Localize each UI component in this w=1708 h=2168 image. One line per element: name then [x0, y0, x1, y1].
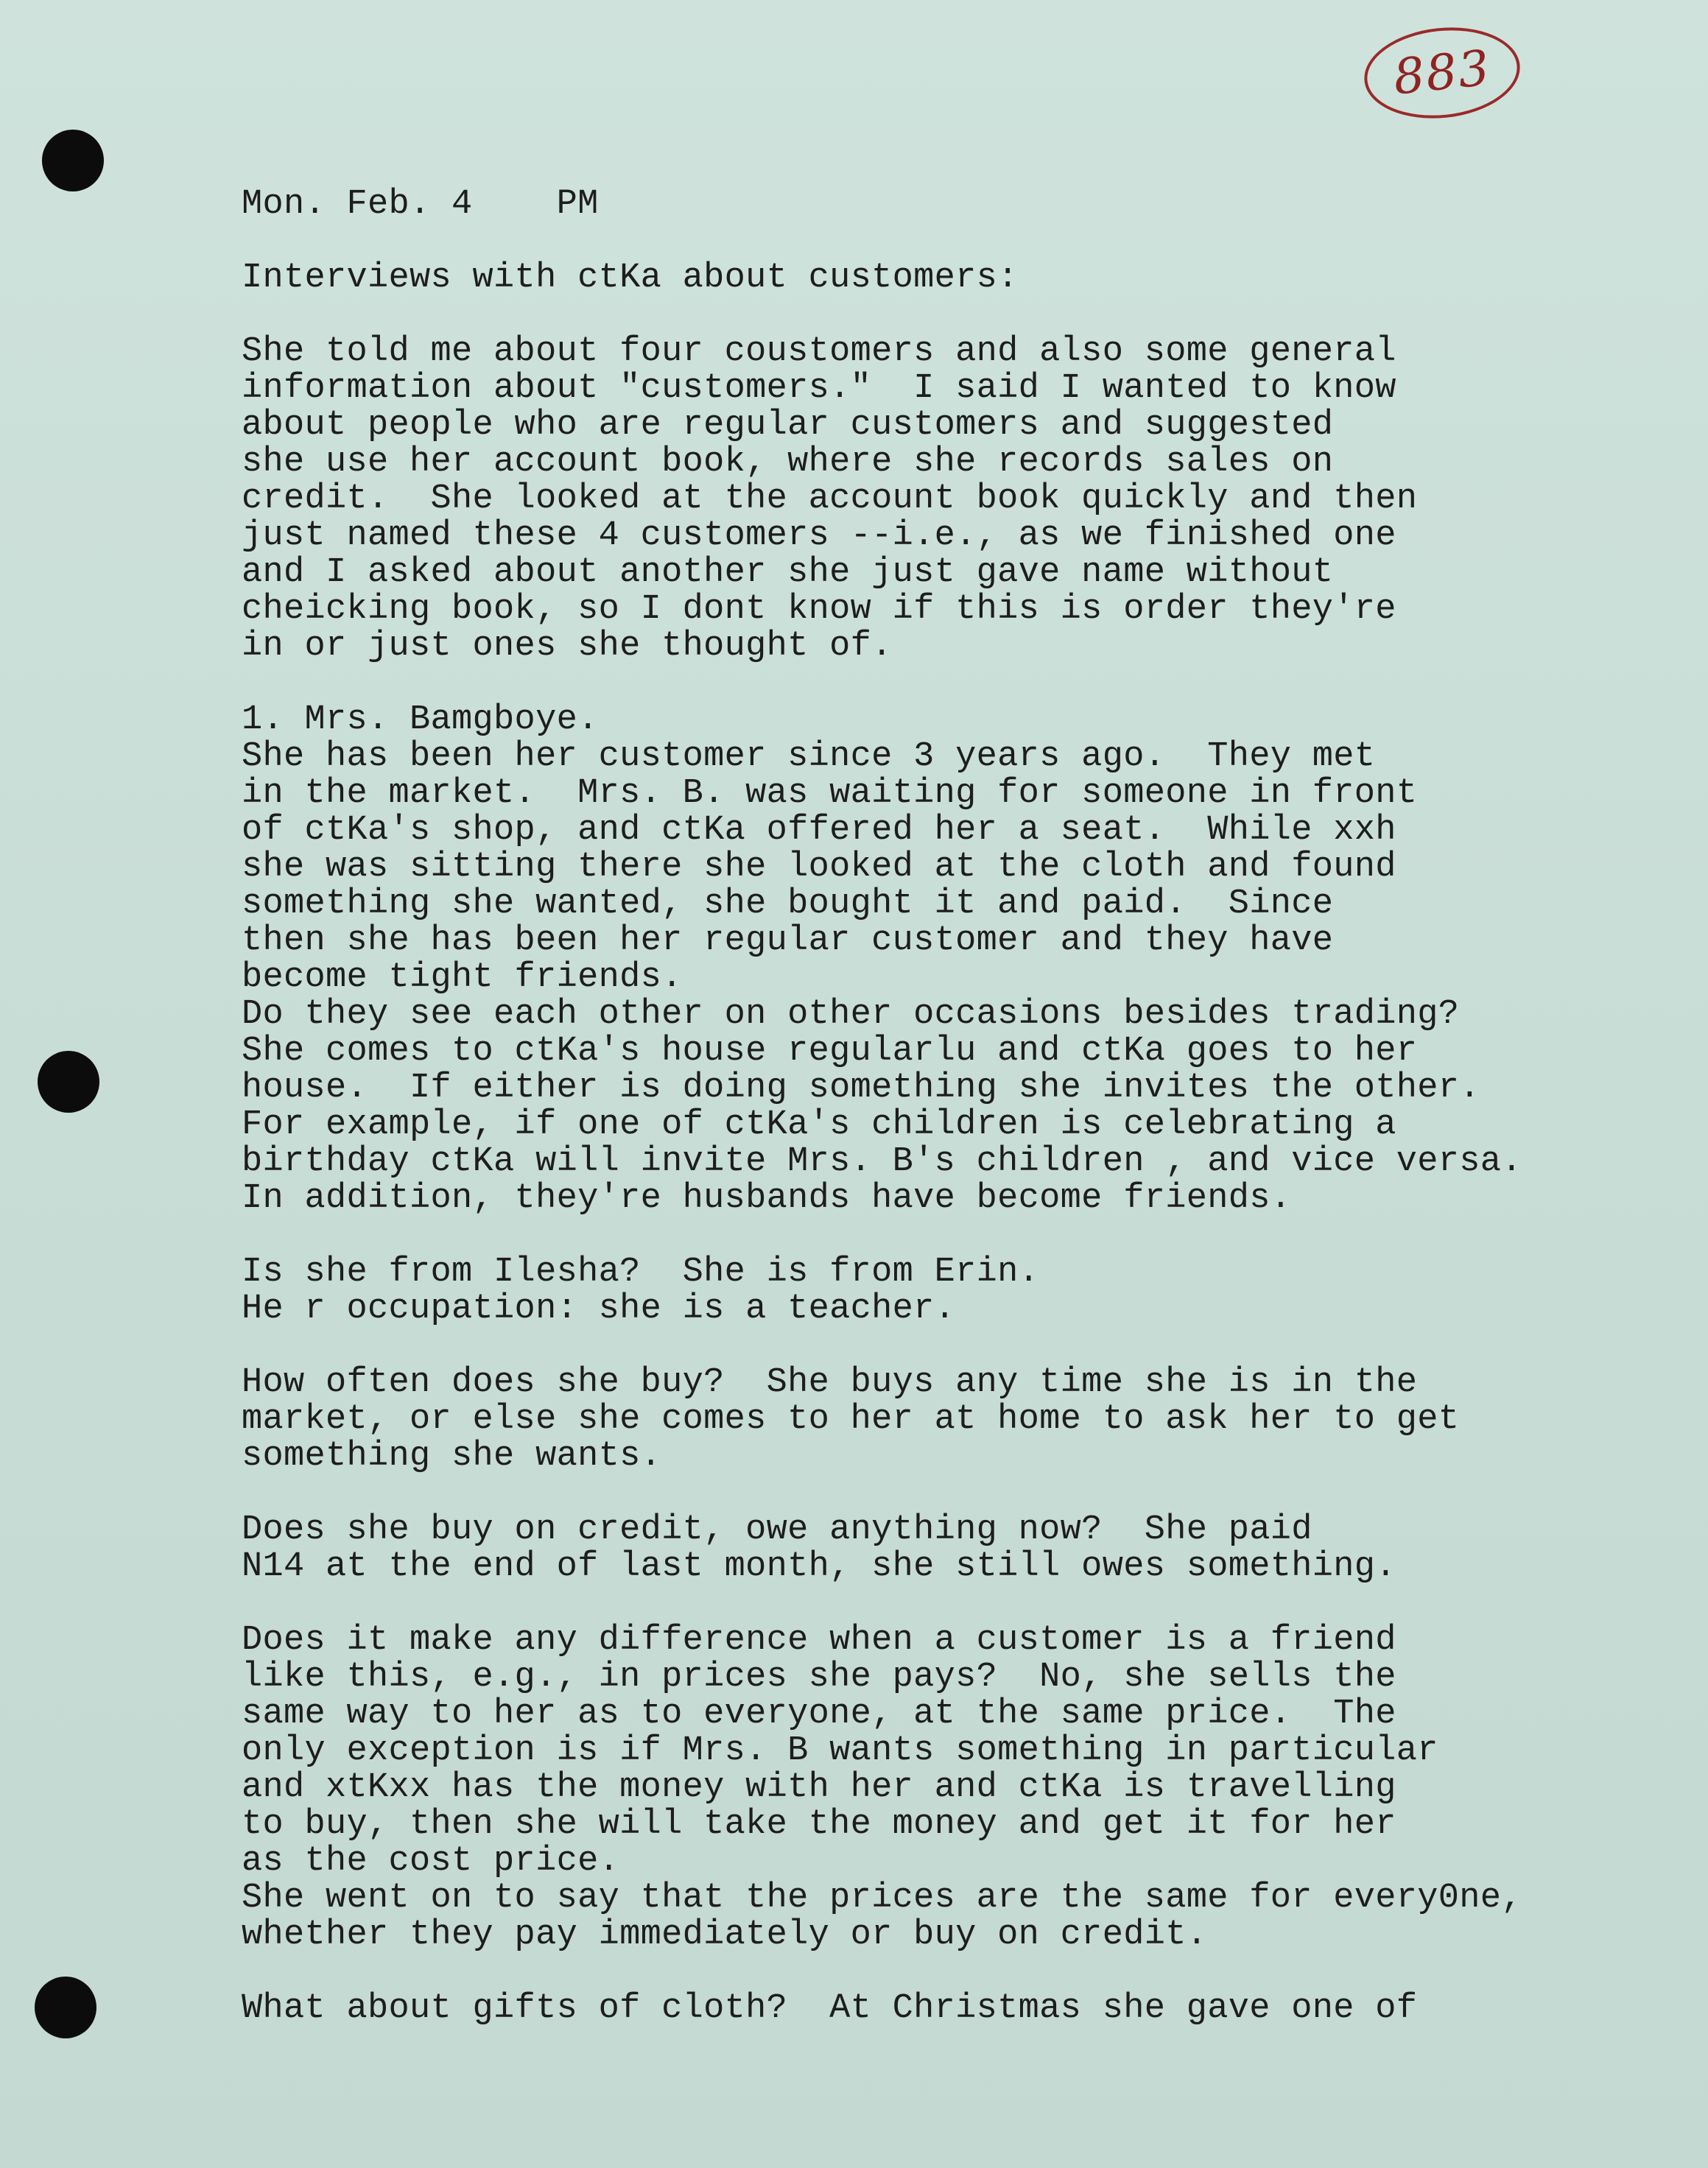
- typed-line: N14 at the end of last month, she still owes something.: [242, 1547, 1396, 1586]
- typed-line: He r occupation: she is a teacher.: [242, 1289, 956, 1328]
- typed-line: Does she buy on credit, owe anything now? She paid: [242, 1510, 1312, 1549]
- typed-line: In addition, they're husbands have become friends.: [242, 1179, 1292, 1218]
- typed-line: She comes to ctKa's house regularlu and ctKa goes to her: [242, 1032, 1418, 1071]
- typed-line: as the cost price.: [242, 1842, 620, 1881]
- typed-line: Mon. Feb. 4 PM: [242, 185, 599, 224]
- typed-line: Do they see each other on other occasions besides trading?: [242, 995, 1460, 1034]
- typed-line: credit. She looked at the account book quickly and then: [242, 479, 1418, 518]
- typed-line: market, or else she comes to her at home to ask her to get: [242, 1400, 1460, 1439]
- typed-line: like this, e.g., in prices she pays? No, she sells the: [242, 1658, 1396, 1697]
- typed-line: What about gifts of cloth? At Christmas she gave one of: [242, 1989, 1418, 2028]
- typed-line: something she wants.: [242, 1437, 662, 1476]
- blank-line: [242, 1217, 1685, 1254]
- typed-line: only exception is if Mrs. B wants something in particular: [242, 1731, 1438, 1770]
- typed-line: become tight friends.: [242, 958, 683, 997]
- typed-line: and xtKxx has the money with her and ctKa is travelling: [242, 1768, 1396, 1807]
- typed-line: in or just ones she thought of.: [242, 627, 893, 666]
- typed-line: house. If either is doing something she invites the other.: [242, 1069, 1480, 1108]
- typed-line: she use her account book, where she records sales on: [242, 443, 1334, 482]
- blank-line: [242, 1954, 1685, 1991]
- typed-line: and I asked about another she just gave name without: [242, 553, 1334, 592]
- blank-line: [242, 665, 1685, 702]
- blank-line: [242, 223, 1685, 260]
- typed-line: just named these 4 customers --i.e., as we finished one: [242, 516, 1396, 555]
- typed-line: For example, if one of ctKa's children is celebrating a: [242, 1105, 1396, 1144]
- typed-line: something she wanted, she bought it and paid. Since: [242, 884, 1334, 923]
- typed-line: How often does she buy? She buys any time she is in the: [242, 1363, 1418, 1402]
- typed-line: she was sitting there she looked at the cloth and found: [242, 848, 1396, 887]
- page-number-stamp: [1360, 20, 1525, 125]
- blank-line: [242, 1475, 1685, 1512]
- typed-line: whether they pay immediately or buy on credit.: [242, 1915, 1208, 1954]
- typed-line: Is she from Ilesha? She is from Erin.: [242, 1253, 1040, 1292]
- typed-line: same way to her as to everyone, at the same price. The: [242, 1694, 1396, 1734]
- typed-line: to buy, then she will take the money and get it for her: [242, 1805, 1396, 1844]
- typed-notes: [242, 186, 1685, 2027]
- typed-line: Does it make any difference when a customer is a friend: [242, 1621, 1396, 1660]
- page-number: 883: [1391, 39, 1494, 106]
- typed-line: of ctKa's shop, and ctKa offered her a seat. While xxh: [242, 811, 1396, 850]
- typed-line: She has been her customer since 3 years ago. They met: [242, 737, 1376, 776]
- punch-hole-top: [42, 130, 104, 191]
- blank-line: [242, 1585, 1685, 1622]
- typed-line: Interviews with ctKa about customers:: [242, 258, 1019, 298]
- blank-line: [242, 297, 1685, 334]
- typed-line: in the market. Mrs. B. was waiting for someone in front: [242, 774, 1418, 813]
- punch-hole-middle: [38, 1051, 99, 1113]
- blank-line: [242, 1328, 1685, 1365]
- typed-line: about people who are regular customers and suggested: [242, 406, 1334, 445]
- typed-line: information about "customers." I said I wanted to know: [242, 369, 1396, 408]
- typed-line: She told me about four coustomers and also some general: [242, 332, 1396, 371]
- typed-line: She went on to say that the prices are the same for every0ne,: [242, 1879, 1522, 1918]
- punch-hole-bottom: [35, 1977, 96, 2038]
- typed-line: then she has been her regular customer and they have: [242, 921, 1334, 960]
- typed-line: birthday ctKa will invite Mrs. B's children , and vice versa.: [242, 1142, 1522, 1181]
- typed-line: 1. Mrs. Bamgboye.: [242, 700, 599, 739]
- typed-line: cheicking book, so I dont know if this is order they're: [242, 590, 1396, 629]
